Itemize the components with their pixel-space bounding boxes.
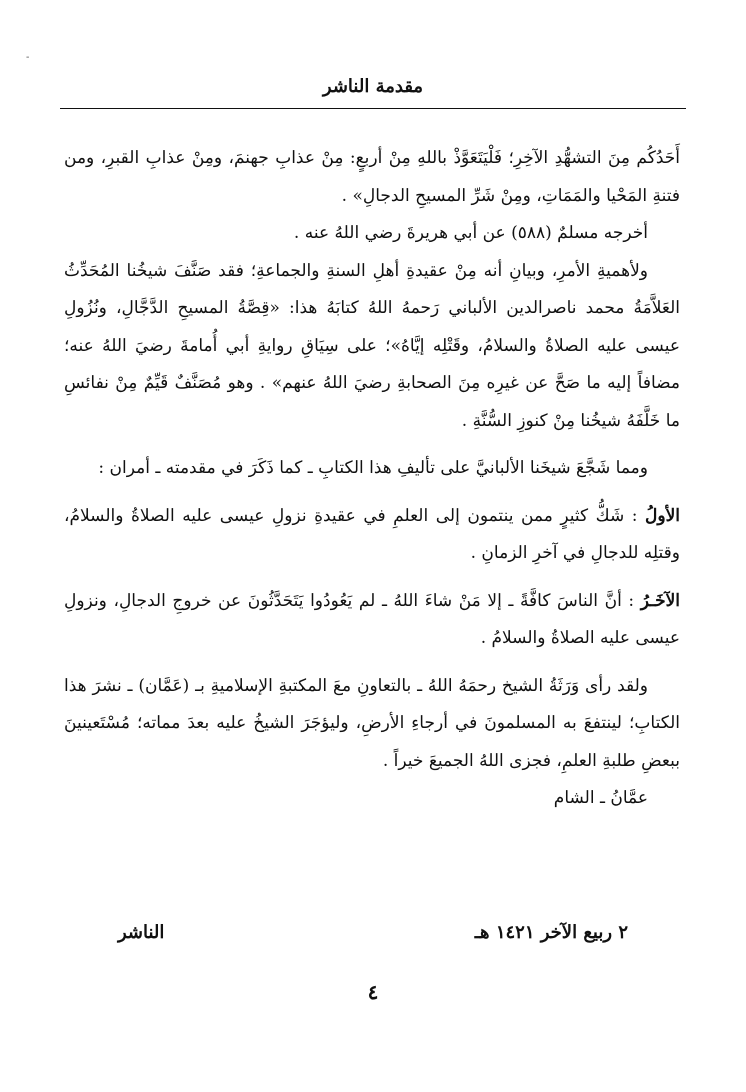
publisher-signature: الناشر bbox=[118, 922, 165, 943]
corner-mark: - bbox=[26, 52, 30, 63]
paragraph-first-reason bbox=[64, 498, 680, 573]
second-reason-lead: الآخَـرُ bbox=[640, 590, 680, 611]
paragraph-book-introduction: ولأهميةِ الأمرِ، وبيانِ أنه مِنْ عقيدةِ أهلِ السنةِ والجماعةِ؛ فقد صَنَّفَ شيخُنا المُحَدِّثُ العَلاَّمَةُ محمد ناصرالدين الألباني رَحمهُ اللهُ كتابَهُ هذا: «قِصَّةُ المسيحِ الدَّجَّالِ، ونُزُولِ عيسى عليه الصلاةُ والسلامُ، وقَتْلِه إيَّاهُ»؛ على سِيَاقِ روايةِ أبي أُمامةَ رضيَ اللهُ عنه؛ مضافاً إليه ما صَحَّ عن غيرِه مِنَ الصحابةِ رضيَ اللهُ عنهم» . وهو مُصَنَّفٌ قَيِّمٌ مِنْ نفائسِ ما خَلَّفَهُ شيخُنا مِنْ كنوزِ السُّنَّةِ . bbox=[64, 260, 680, 431]
publication-date: ٢ ربيع الآخر ١٤٢١ هـ bbox=[474, 922, 628, 943]
paragraph-two-reasons: ومما شَجَّعَ شيخَنا الألبانيَّ على تأليفِ هذا الكتابِ ـ كما ذَكَرَ في مقدمته ـ أمران : bbox=[98, 458, 648, 478]
paragraph-hadith-source: أخرجه مسلمٌ (٥٨٨) عن أبي هريرةَ رضي اللهُ عنه . bbox=[293, 223, 648, 243]
first-reason-text: : شَكُّ كثيرٍ ممن ينتمون إلى العلمِ في عقيدةِ نزولِ عيسى عليه الصلاةُ والسلامُ، وقتلِه للدجالِ في آخرِ الزمانِ . bbox=[64, 505, 680, 563]
page-footer bbox=[118, 922, 628, 943]
paragraph-second-reason bbox=[64, 583, 680, 658]
paragraph-place: عمَّانُ ـ الشام bbox=[553, 788, 648, 808]
first-reason-lead: الأولُ bbox=[645, 505, 680, 526]
page-header-title: مقدمة الناشر bbox=[322, 76, 424, 97]
page-body bbox=[64, 140, 680, 818]
paragraph-publication-note: ولقد رأى وَرَثَةُ الشيخ رحمَهُ اللهُ ـ بالتعاونِ معَ المكتبةِ الإسلاميةِ بـ (عَمَّان) ـ نشرَ هذا الكتابِ؛ لينتفعَ به المسلمونَ في أرجاءِ الأرضِ، وليؤجَرَ الشيخُ عليه بعدَ مماته؛ مُسْتَعينينَ ببعضِ طلبةِ العلمِ، فجزى اللهُ الجميعَ خيراً . bbox=[64, 675, 680, 771]
page-number: ٤ bbox=[367, 980, 379, 1004]
header-divider bbox=[60, 108, 686, 109]
second-reason-text: : أنَّ الناسَ كافَّةً ـ إلا مَنْ شاءَ اللهُ ـ لم يَعُودُوا يَتَحَدَّثُونَ عن خروجِ الدجالِ، ونزولِ عيسى عليه الصلاةُ والسلامُ . bbox=[64, 590, 680, 648]
paragraph-hadith-continuation: أَحَدُكُم مِنَ التشهُّدِ الآخِرِ؛ فَلْيَتَعَوَّذْ باللهِ مِنْ أربعٍ: مِنْ عذابِ جهنمَ، ومِنْ عذابِ القبرِ، ومن فتنةِ المَحْيا والمَمَاتِ، ومِنْ شَرِّ المسيحِ الدجالِ» . bbox=[64, 148, 680, 206]
